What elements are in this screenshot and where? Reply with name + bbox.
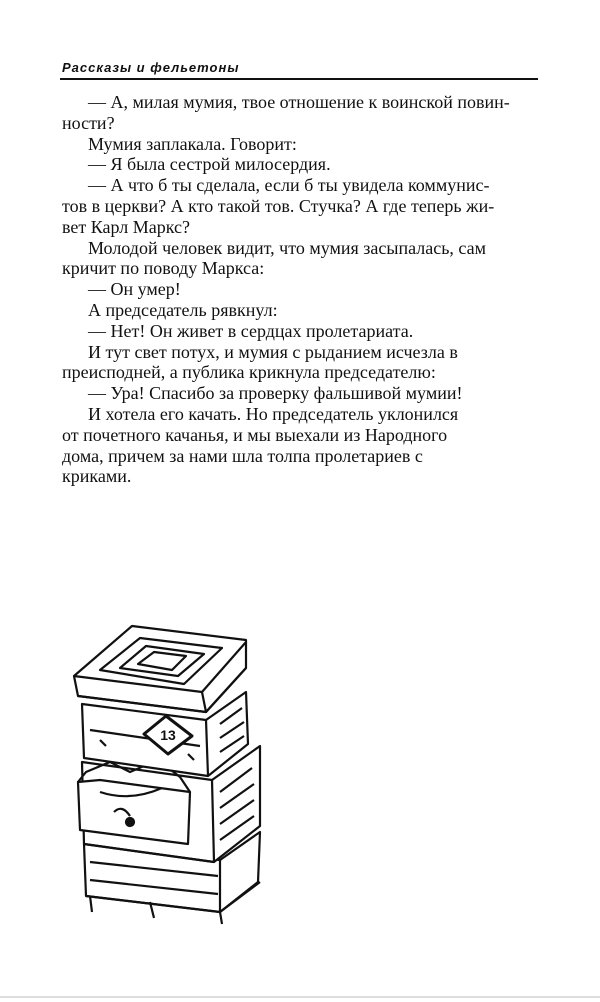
text-line: — Нет! Он живет в сердцах пролетариата. <box>88 320 414 341</box>
text-line: — Ура! Спасибо за проверку фальшивой мумии! <box>88 383 463 404</box>
text-line: криками. <box>62 466 132 487</box>
stacked-boxes-icon <box>70 612 280 952</box>
text-line: дома, причем за нами шла толпа пролетариев с <box>62 445 423 466</box>
page-bottom-edge <box>0 996 600 998</box>
text-line: Мумия заплакала. Говорит: <box>88 133 297 154</box>
text-line: — Я была сестрой милосердия. <box>88 154 331 175</box>
svg-text:13: 13 <box>160 727 176 743</box>
text-line: — А что б ты сделала, если б ты увидела коммунис- <box>88 175 490 196</box>
text-line: Молодой человек видит, что мумия засыпалась, сам <box>88 237 487 258</box>
text-line: И хотела его качать. Но председатель уклонился <box>88 403 459 424</box>
text-line: ности? <box>62 112 115 133</box>
text-line: кричит по поводу Маркса: <box>62 258 265 279</box>
header-rule <box>60 78 538 80</box>
body-text <box>62 92 540 487</box>
text-line: — Он умер! <box>88 279 181 300</box>
text-line: А председатель рявкнул: <box>88 299 278 320</box>
text-line: от почетного качанья, и мы выехали из Народного <box>62 424 448 445</box>
text-line: И тут свет потух, и мумия с рыданием исчезла в <box>88 341 458 362</box>
text-line: вет Карл Маркс? <box>62 216 191 237</box>
text-line: тов в церкви? А кто такой тов. Стучка? А где теперь жи- <box>62 195 495 216</box>
running-head: Рассказы и фельетоны <box>62 60 240 75</box>
text-line: — А, милая мумия, твое отношение к воинской повин- <box>88 92 510 112</box>
text-line: преисподней, а публика крикнула председателю: <box>62 362 436 383</box>
